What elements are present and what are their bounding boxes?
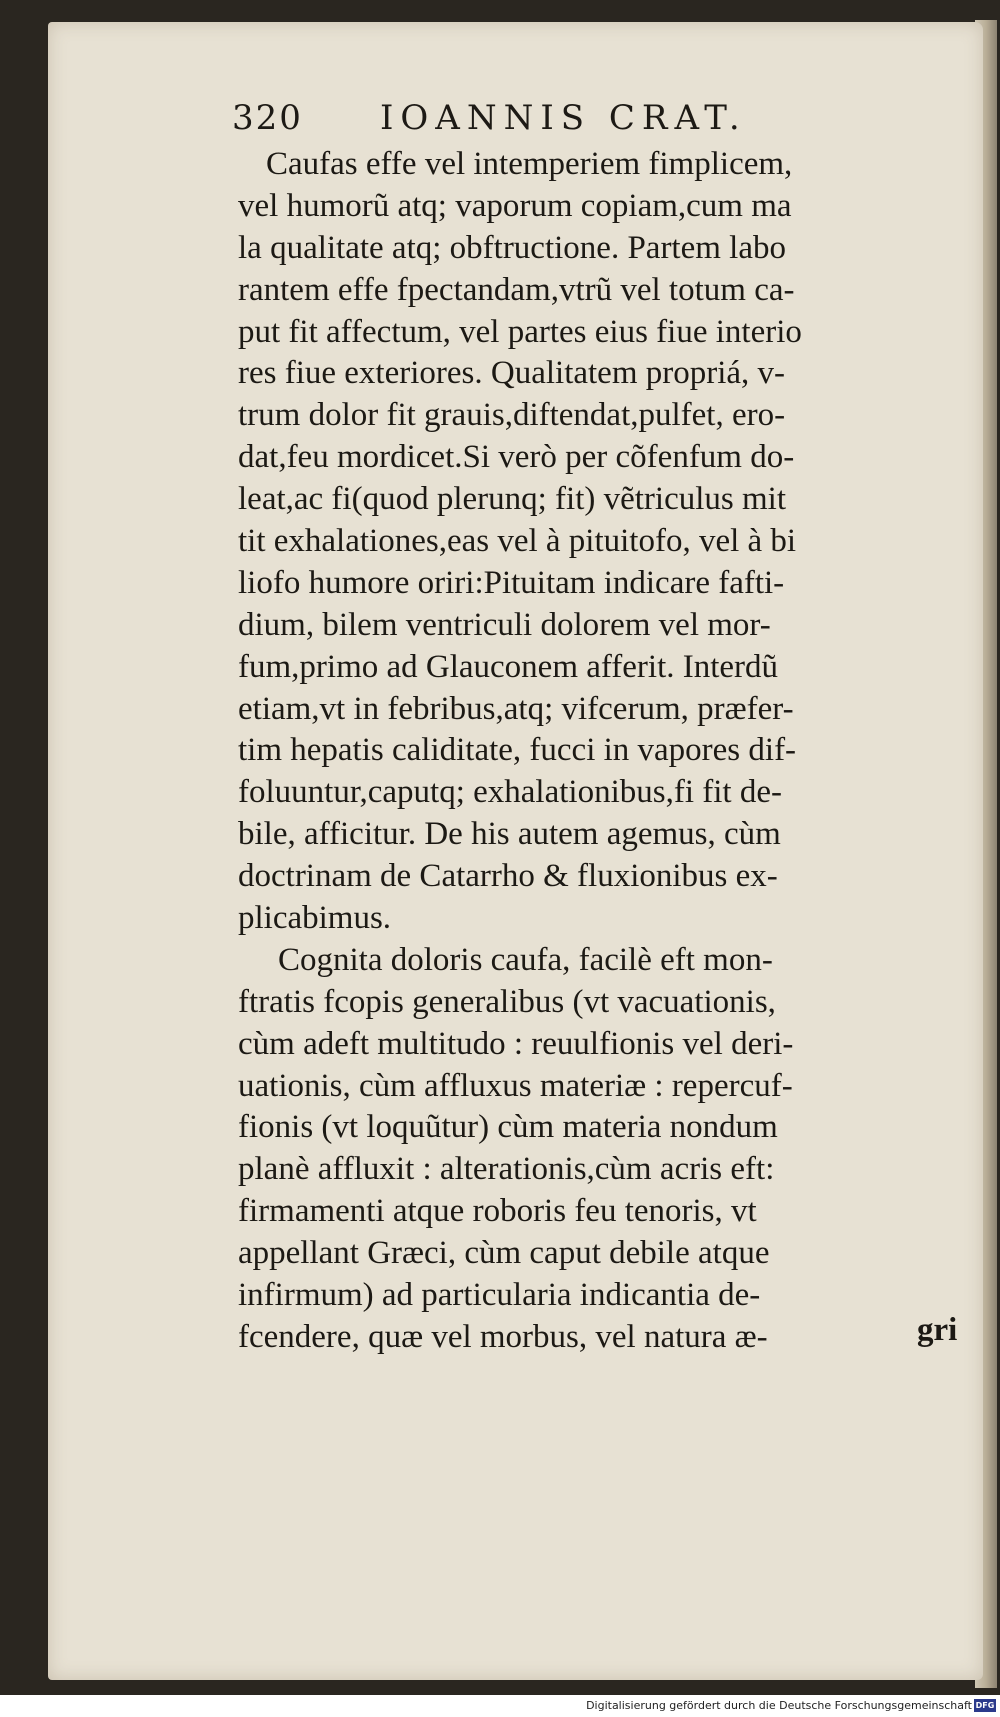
text-line: etiam,vt in febribus,atq; vifcerum, præfer- xyxy=(238,690,794,727)
text-line: dat,feu mordicet.Si verò per cõfenfum do- xyxy=(238,439,795,476)
text-line: rantem effe fpectandam,vtrũ vel totum ca- xyxy=(238,271,795,308)
text-line: appellant Græci, cùm caput debile atque xyxy=(238,1235,770,1272)
text-line: leat,ac fi(quod plerunq; fit) vẽtriculus mit xyxy=(238,481,786,518)
text-line: Caufas effe vel intemperiem fimplicem, xyxy=(266,146,793,182)
digitization-credit: Digitalisierung gefördert durch die Deutsche Forschungsgemeinschaft xyxy=(586,1699,972,1712)
page-number: 320 xyxy=(232,98,303,138)
text-line: infirmum) ad particularia indicantia de- xyxy=(238,1277,761,1314)
page-header xyxy=(232,98,792,144)
text-line: bile, afficitur. De his autem agemus, cùm xyxy=(238,816,781,853)
text-line: trum dolor fit grauis,diftendat,pulfet, ero- xyxy=(238,397,786,434)
footer xyxy=(0,1695,1000,1717)
text-line: doctrinam de Catarrho & fluxionibus ex- xyxy=(238,858,778,895)
text-line: la qualitate atq; obftructione. Partem labo xyxy=(238,229,786,266)
text-line: cùm adeft multitudo : reuulfionis vel deri- xyxy=(238,1025,794,1062)
text-line: put fit affectum, vel partes eius fiue interio xyxy=(238,313,802,350)
text-line: firmamenti atque roboris feu tenoris, vt xyxy=(238,1193,757,1230)
text-line: res fiue exteriores. Qualitatem propriá, v- xyxy=(238,355,786,392)
catchword: gri xyxy=(917,1312,958,1348)
text-line: uationis, cùm affluxus materiæ : repercuf- xyxy=(238,1067,793,1104)
body-text xyxy=(238,144,958,1359)
text-line: Cognita doloris caufa, facilè eft mon- xyxy=(278,941,773,978)
text-line: liofo humore oriri:Pituitam indicare fafti- xyxy=(238,564,785,601)
running-head: IOANNIS CRAT. xyxy=(380,98,747,138)
text-line: ftratis fcopis generalibus (vt vacuationis, xyxy=(238,983,776,1020)
text-line: planè affluxit : alterationis,cùm acris eft: xyxy=(238,1151,775,1188)
dfg-logo-icon: DFG xyxy=(975,1701,995,1710)
text-line: vel humorũ atq; vaporum copiam,cum ma xyxy=(238,187,792,224)
text-line: tit exhalationes,eas vel à pituitofo, vel à bi xyxy=(238,523,797,560)
text-line: fum,primo ad Glauconem afferit. Interdũ xyxy=(238,648,779,685)
text-line: fionis (vt loquũtur) cùm materia nondum xyxy=(238,1109,778,1146)
text-line: plicabimus. xyxy=(238,900,392,937)
text-line: fcendere, quæ vel morbus, vel natura æ- xyxy=(238,1318,768,1355)
text-line: foluuntur,caputq; exhalationibus,fi fit de- xyxy=(238,774,782,811)
text-line: tim hepatis caliditate, fucci in vapores dif- xyxy=(238,732,797,769)
text-line: dium, bilem ventriculi dolorem vel mor- xyxy=(238,606,771,643)
